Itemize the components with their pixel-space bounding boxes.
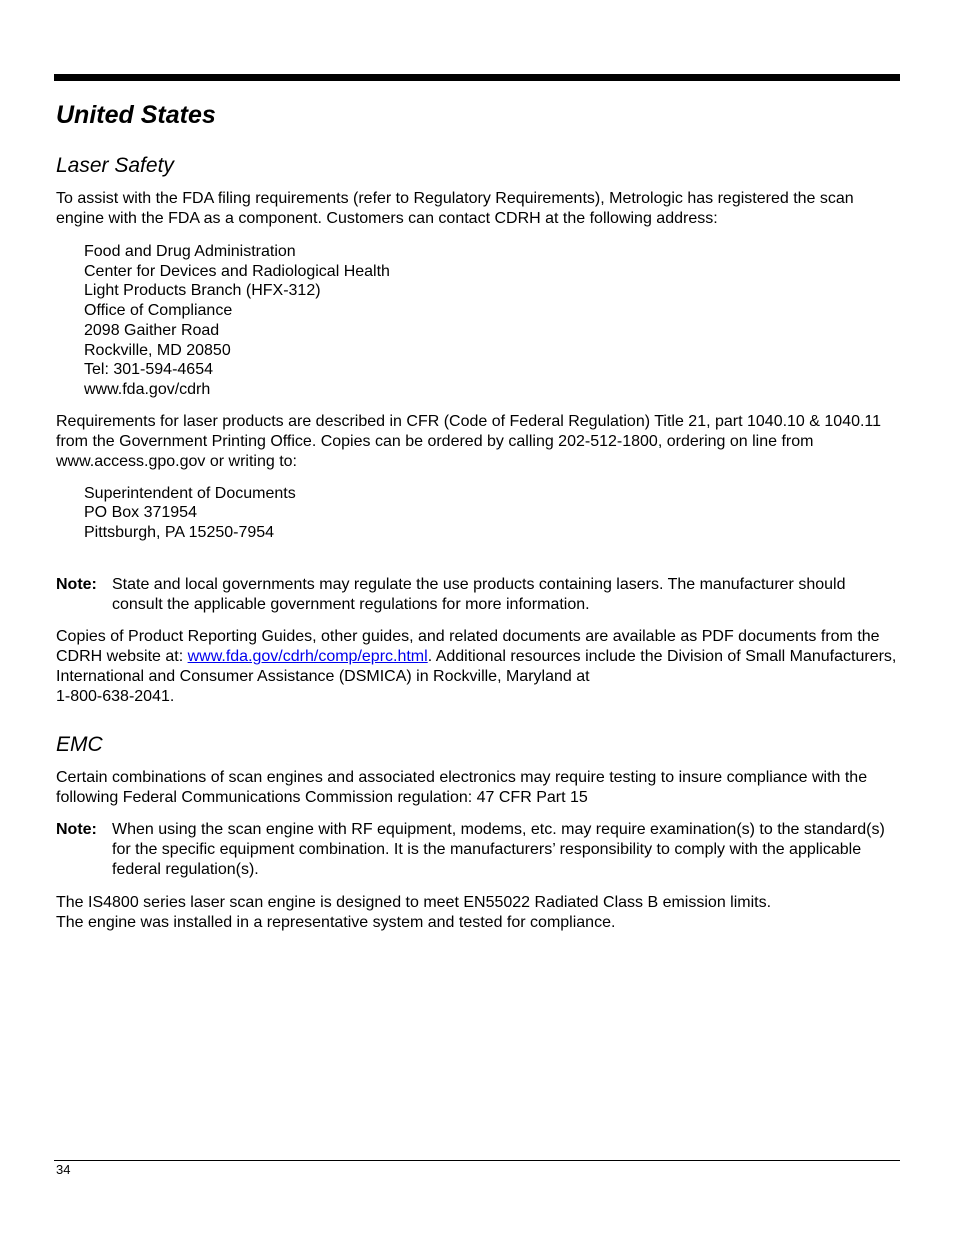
address-line: Superintendent of Documents — [84, 484, 296, 502]
gpo-address — [84, 484, 900, 543]
emc-final-paragraph — [56, 893, 900, 933]
requirements-paragraph: Requirements for laser products are described in CFR (Code of Federal Regulation) Title 21, part 1040.10 & 1040.11 from the Government Printing Office. Copies can be ordered by calling 202-512-1800, ordering on line from www.access.gpo.gov or writing to: — [56, 412, 882, 470]
fda-address — [84, 242, 900, 400]
emission-limits-line: The IS4800 series laser scan engine is designed to meet EN55022 Radiated Class B emission limits. — [56, 893, 772, 911]
section-title: United States — [56, 101, 216, 129]
copies-text: Copies of Product Reporting Guides, other guides, and related documents are available as PDF documents from the CDRH website at: — [56, 627, 880, 665]
note-label: Note: — [56, 820, 97, 838]
note-label: Note: — [56, 575, 97, 593]
address-line: Center for Devices and Radiological Health — [84, 262, 390, 280]
address-line: PO Box 371954 — [84, 504, 197, 522]
eprc-link[interactable]: www.fda.gov/cdrh/comp/eprc.html — [187, 647, 428, 665]
laser-note — [56, 575, 900, 615]
address-line: 2098 Gaither Road — [84, 321, 220, 339]
address-line: Food and Drug Administration — [84, 243, 296, 260]
note-text: State and local governments may regulate the use products containing lasers. The manufacturer should consult the applicable government regulations for more information. — [112, 575, 846, 613]
copies-paragraph — [56, 627, 900, 707]
page-number: 34 — [56, 1162, 71, 1177]
emc-note — [56, 820, 900, 880]
address-line: Tel: 301-594-4654 — [84, 361, 213, 379]
page-content — [56, 98, 900, 933]
address-line: www.fda.gov/cdrh — [84, 380, 211, 398]
dsmica-phone: 1-800-638-2041. — [56, 687, 175, 705]
laser-safety-title: Laser Safety — [56, 154, 174, 177]
address-line: Light Products Branch (HFX-312) — [84, 282, 321, 300]
laser-intro-paragraph: To assist with the FDA filing requirements (refer to Regulatory Requirements), Metrologic has registered the scan engine with the FDA as a component. Customers can contact CDRH at the following address: — [56, 190, 854, 227]
compliance-test-line: The engine was installed in a representative system and tested for compliance. — [56, 913, 616, 931]
address-line: Pittsburgh, PA 15250-7954 — [84, 524, 275, 542]
emc-title: EMC — [56, 732, 103, 756]
note-text: When using the scan engine with RF equipment, modems, etc. may require examination(s) to the standard(s) for the specific equipment combination. It is the manufacturers’ responsibility to comply with the applicable federal regulation(s). — [112, 820, 885, 878]
footer-rule — [54, 1160, 900, 1161]
copies-text-continued: . Additional resources include the Division of Small Manufacturers, International and Consumer Assistance (DSMICA) in Rockville, Maryland at — [56, 647, 897, 685]
address-line: Office of Compliance — [84, 302, 233, 320]
address-line: Rockville, MD 20850 — [84, 341, 231, 359]
emc-intro-paragraph: Certain combinations of scan engines and associated electronics may require testing to insure compliance with the following Federal Communications Commission regulation: 47 CFR Part 15 — [56, 768, 868, 806]
top-rule — [54, 74, 900, 81]
